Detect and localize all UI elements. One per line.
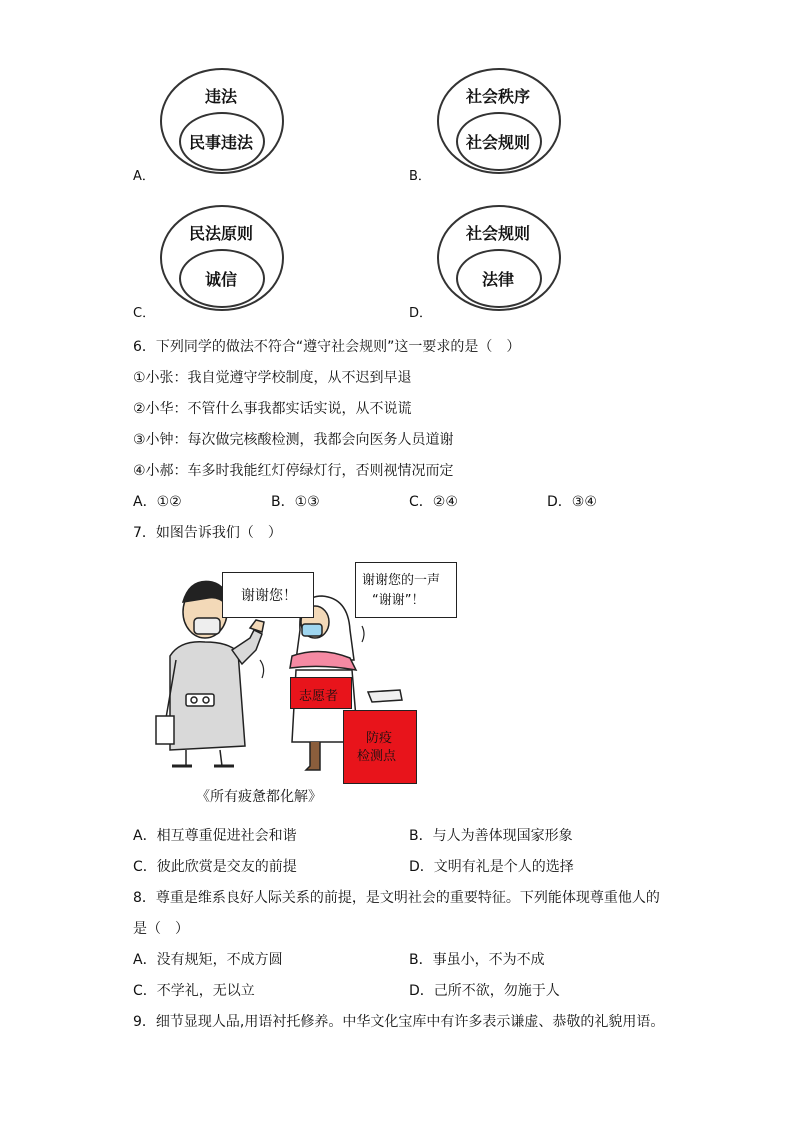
bubble-right-text-2: “谢谢”！	[372, 593, 425, 608]
q6-option-c[interactable]: C．②④	[409, 494, 458, 510]
station-sign-text-1: 防疫	[366, 731, 393, 746]
q8-option-a[interactable]: A．没有规矩，不成方圆	[133, 952, 283, 968]
q6-item-3: ③小钟：每次做完核酸检测，我都会向医务人员道谢	[133, 432, 454, 448]
q8-stem-line-2: 是（ ）	[133, 921, 189, 937]
q6-item-2: ②小华：不管什么事我都实话实说，从不说谎	[133, 401, 412, 417]
option-label-c: C．	[133, 306, 156, 321]
q7-option-a[interactable]: A．相互尊重促进社会和谐	[133, 828, 297, 844]
outer-label: 民法原则	[188, 224, 253, 243]
q6-option-a[interactable]: A．①②	[133, 494, 182, 510]
q7-option-b[interactable]: B．与人为善体现国家形象	[409, 828, 573, 844]
q6-option-b[interactable]: B．①③	[271, 494, 320, 510]
q7-stem: 7．如图告诉我们（ ）	[133, 525, 282, 541]
option-label-d: D．	[409, 306, 433, 321]
q8-option-d[interactable]: D．己所不欲，勿施于人	[409, 983, 560, 999]
diagram-c	[160, 205, 290, 315]
inner-label: 民事违法	[188, 133, 253, 152]
diagram-a	[160, 68, 290, 178]
bubble-right-text-1: 谢谢您的一声	[362, 573, 441, 588]
testing-station-sign	[343, 710, 417, 784]
diagram-b	[437, 68, 567, 178]
q7-option-d[interactable]: D．文明有礼是个人的选择	[409, 859, 574, 875]
speech-bubble-left	[222, 572, 314, 618]
q6-item-4: ④小郝：车多时我能红灯停绿灯行，否则视情况而定	[133, 463, 454, 479]
q6-item-1: ①小张：我自觉遵守学校制度，从不迟到早退	[133, 370, 412, 386]
q9-stem: 9．细节显现人品,用语衬托修养。中华文化宝库中有许多表示谦虚、恭敬的礼貌用语。	[133, 1014, 665, 1030]
inner-label: 诚信	[204, 270, 237, 289]
outer-label: 违法	[204, 87, 237, 106]
inner-label: 法律	[481, 270, 514, 289]
outer-label: 社会秩序	[465, 87, 530, 106]
q8-stem-line-1: 8．尊重是维系良好人际关系的前提，是文明社会的重要特征。下列能体现尊重他人的	[133, 890, 660, 906]
station-sign-text-2: 检测点	[357, 749, 397, 764]
q7-option-c[interactable]: C．彼此欣赏是交友的前提	[133, 859, 297, 875]
volunteer-sign-text: 志愿者	[299, 689, 339, 704]
q6-stem: 6．下列同学的做法不符合“遵守社会规则”这一要求的是（ ）	[133, 339, 521, 355]
q8-option-c[interactable]: C．不学礼，无以立	[133, 983, 255, 999]
volunteer-sign	[290, 677, 352, 709]
diagram-d	[437, 205, 567, 315]
speech-bubble-right	[355, 562, 457, 618]
option-label-b: B．	[409, 169, 431, 184]
option-label-a: A．	[133, 169, 155, 184]
bubble-left-text: 谢谢您！	[241, 588, 297, 604]
inner-label: 社会规则	[465, 133, 530, 152]
cartoon-caption: 《所有疲惫都化解》	[196, 789, 322, 805]
outer-label: 社会规则	[465, 224, 530, 243]
cartoon-illustration	[150, 560, 460, 785]
q6-option-d[interactable]: D．③④	[547, 494, 597, 510]
q8-option-b[interactable]: B．事虽小，不为不成	[409, 952, 545, 968]
